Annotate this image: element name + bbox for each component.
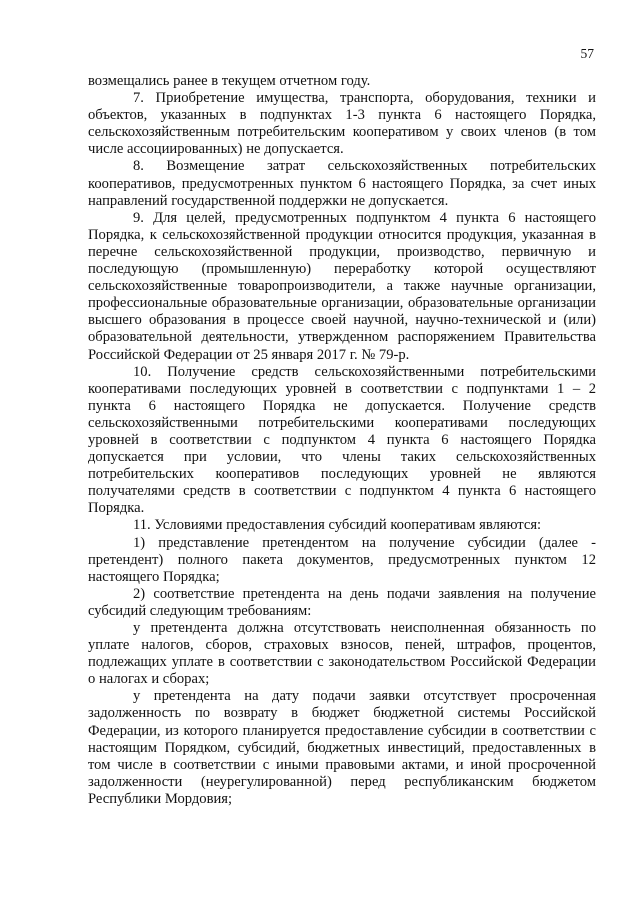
paragraph-item-8: 8. Возмещение затрат сельскохозяйственных потребительских кооперативов, предусмотренных пунктом 6 настоящего Порядка, за счет иных направлений государственной поддержки не допускается.	[88, 158, 596, 209]
paragraph-requirement-taxes: у претендента должна отсутствовать неисполненная обязанность по уплате налогов, сборов, страховых взносов, пеней, штрафов, процентов, подлежащих уплате в соответствии с законодательством Российской Федерации о налогах и сборах;	[88, 620, 596, 688]
paragraph-item-9: 9. Для целей, предусмотренных подпунктом 4 пункта 6 настоящего Порядка, к сельскохозяйственной продукции относится продукция, указанная в перечне сельскохозяйственной продукции, производство, первичную и последующую (промышленную) переработку которой осуществляют сельскохозяйственные товаропроизводители, а также научные организации, профессиональные образовательные организации, образовательные организации высшего образования в процессе своей научной, научно-технической и (или) образовательной деятельности, утвержденном распоряжением Правительства Российской Федерации от 25 января 2017 г. № 79-р.	[88, 209, 596, 363]
paragraph-requirement-debt: у претендента на дату подачи заявки отсутствует просроченная задолженность по возврату в бюджет бюджетной системы Российской Федерации, из которого планируется предоставление субсидии в соответствии с настоящим Порядком, субсидий, бюджетных инвестиций, предоставленных в том числе в соответствии с иными правовыми актами, и иной просроченной задолженности (неурегулированной) перед республиканским бюджетом Республики Мордовия;	[88, 688, 596, 807]
paragraph-subitem-1: 1) представление претендентом на получение субсидии (далее - претендент) полного пакета документов, предусмотренных пунктом 12 настоящего Порядка;	[88, 534, 596, 585]
paragraph-item-10: 10. Получение средств сельскохозяйственными потребительскими кооперативами последующих уровней в соответствии с подпунктами 1 – 2 пункта 6 настоящего Порядка не допускается. Получение средств сельскохозяйственными потребительскими кооперативами последующих уровней в соответствии с подпунктом 4 пункта 6 настоящего Порядка допускается при условии, что члены таких сельскохозяйственных потребительских кооперативов последующих уровней не являются получателями средств в соответствии с подпунктом 4 пункта 6 настоящего Порядка.	[88, 363, 596, 517]
paragraph-subitem-2: 2) соответствие претендента на день подачи заявления на получение субсидий следующим требованиям:	[88, 585, 596, 619]
document-body	[88, 73, 596, 808]
paragraph-item-7: 7. Приобретение имущества, транспорта, оборудования, техники и объектов, указанных в подпунктах 1-3 пункта 6 настоящего Порядка, сельскохозяйственным потребительским кооперативом у своих членов (в том числе ассоциированных) не допускается.	[88, 90, 596, 158]
paragraph-item-11: 11. Условиями предоставления субсидий кооперативам являются:	[133, 517, 542, 534]
page-number: 57	[580, 46, 594, 61]
paragraph-continuation: возмещались ранее в текущем отчетном году.	[88, 73, 371, 89]
